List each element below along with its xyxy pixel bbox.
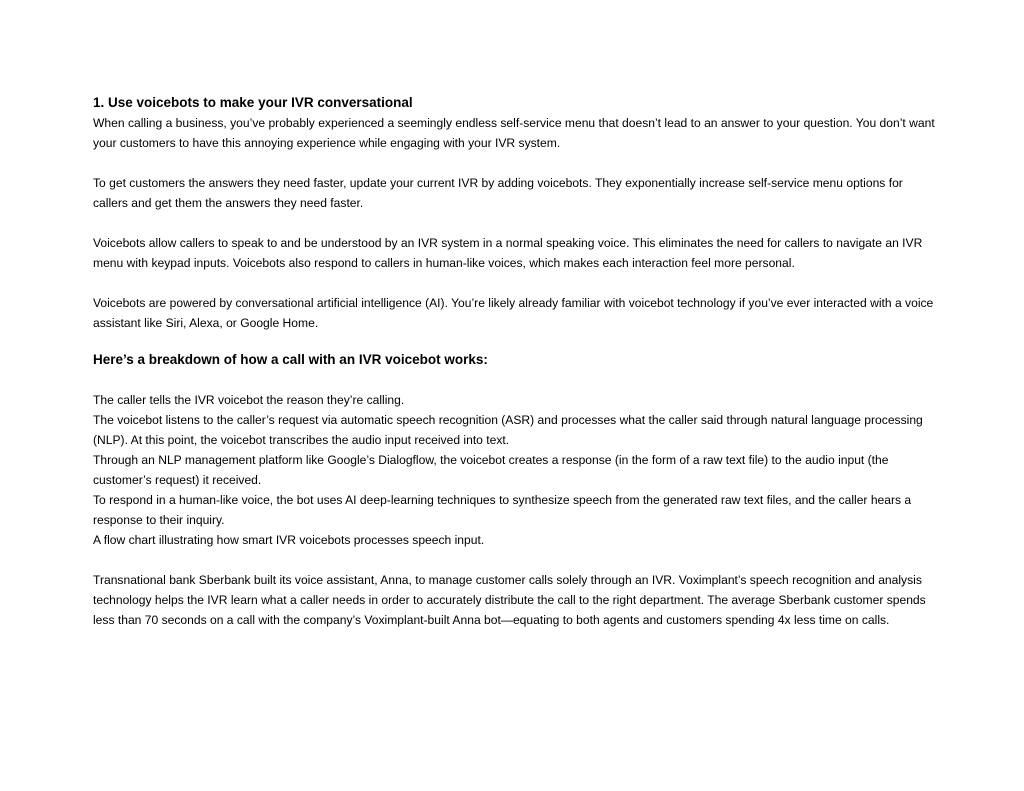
list-item: Through an NLP management platform like Google’s Dialogflow, the voicebot creates a response (in the form of a raw text file) to the audio input (the customer’s request) it received. [93, 453, 889, 487]
document-page [93, 93, 938, 630]
paragraph-spacer [93, 213, 938, 233]
paragraph-spacer [93, 273, 938, 293]
paragraph-update-ivr: To get customers the answers they need faster, update your current IVR by adding voicebots. They exponentially increase self-service menu options for callers and get them the answers they need faster. [93, 176, 903, 210]
paragraph-intro: When calling a business, you’ve probably experienced a seemingly endless self-service menu that doesn’t lead to an answer to your question. You don’t want your customers to have this annoying experience while engaging with your IVR system. [93, 116, 935, 150]
paragraph-voicebots-allow: Voicebots allow callers to speak to and be understood by an IVR system in a normal speaking voice. This eliminates the need for callers to navigate an IVR menu with keypad inputs. Voicebots also respond to callers in human-like voices, which makes each interaction feel more personal. [93, 236, 923, 270]
list-item: The voicebot listens to the caller’s request via automatic speech recognition (ASR) and processes what the caller said through natural language processing (NLP). At this point, the voicebot transcribes the audio input received into text. [93, 413, 923, 447]
paragraph-conversational-ai: Voicebots are powered by conversational artificial intelligence (AI). You’re likely already familiar with voicebot technology if you’ve ever interacted with a voice assistant like Siri, Alexa, or Google Home. [93, 296, 934, 330]
section-heading-voicebots: 1. Use voicebots to make your IVR conversational [93, 95, 413, 110]
list-item: A flow chart illustrating how smart IVR voicebots processes speech input. [93, 533, 485, 547]
paragraph-sberbank: Transnational bank Sberbank built its voice assistant, Anna, to manage customer calls solely through an IVR. Voximplant’s speech recognition and analysis technology helps the IVR learn what a caller needs in order to accurately distribute the call to the right department. The average Sberbank customer spends less than 70 seconds on a call with the company’s Voximplant-built Anna bot—equating to both agents and customers spending 4x less time on calls. [93, 573, 926, 627]
paragraph-spacer [93, 153, 938, 173]
section-heading-breakdown: Here’s a breakdown of how a call with an IVR voicebot works: [93, 352, 488, 367]
call-steps-list [93, 390, 938, 550]
paragraph-spacer [93, 550, 938, 570]
list-item: The caller tells the IVR voicebot the reason they’re calling. [93, 393, 405, 407]
list-item: To respond in a human-like voice, the bot uses AI deep-learning techniques to synthesize speech from the generated raw text files, and the caller hears a response to their inquiry. [93, 493, 912, 527]
